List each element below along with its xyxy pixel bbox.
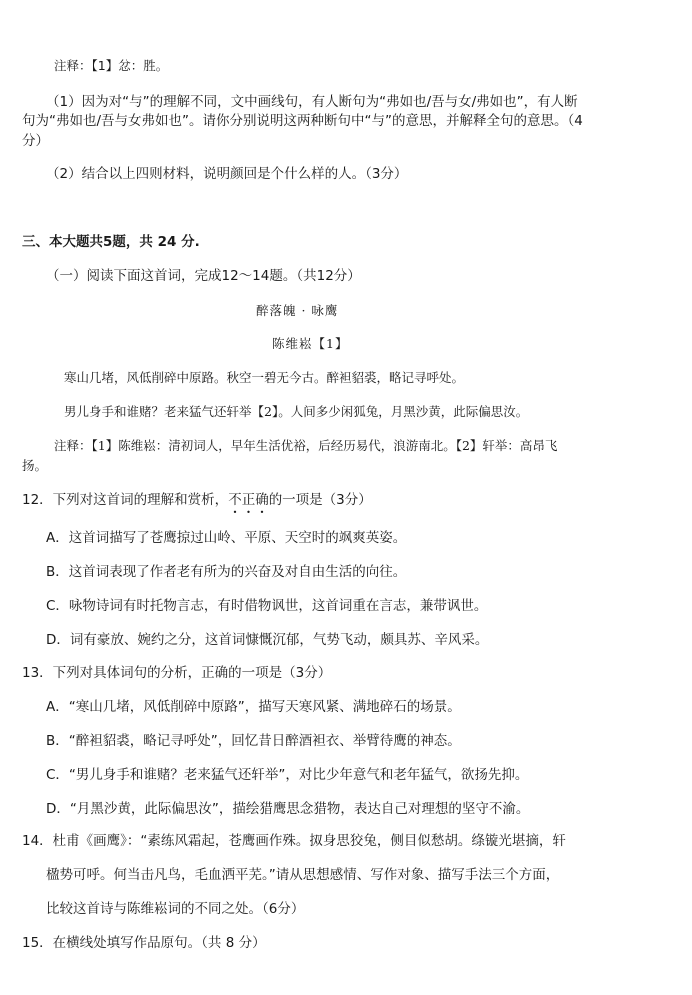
question-a-line-2: 句为“弗如也/吾与女弗如也”。请你分别说明这两种断句中“与”的意思，并解释全句的意思。（4 <box>22 113 583 129</box>
question-12-option-a: A．这首词描写了苍鹰掠过山岭、平原、天空时的飒爽英姿。 <box>46 530 407 546</box>
poem-line-1: 寒山几堵，风低削碎中原路。秋空一碧无今古。醉袒貂裘，略记寻呼处。 <box>64 370 465 385</box>
question-15: 15．在横线处填写作品原句。（共 8 分） <box>22 935 266 951</box>
question-13-option-b: B．“醉袒貂裘，略记寻呼处”，回忆昔日醉酒袒衣、举臂待鹰的神态。 <box>46 733 461 749</box>
question-12-option-b: B．这首词表现了作者老有所为的兴奋及对自由生活的向往。 <box>46 564 407 580</box>
note-1: 注释：【1】忿：胜。 <box>54 58 169 73</box>
section-3-heading: 三、本大题共5题，共 24 分. <box>22 234 200 250</box>
part-1-instruction: （一）阅读下面这首词，完成12～14题。（共12分） <box>46 268 361 284</box>
question-b: （2）结合以上四则材料，说明颜回是个什么样的人。（3分） <box>46 166 408 182</box>
poem-author: 陈维崧【1】 <box>272 336 349 351</box>
question-14-line-1: 14．杜甫《画鹰》：“素练风霜起，苍鹰画作殊。㧐身思狡兔，侧目似愁胡。绦镟光堪摘，轩 <box>22 833 566 849</box>
question-a-line-3: 分） <box>22 133 49 149</box>
question-12-stem: 12．下列对这首词的理解和赏析，不正确的一项是（3分） <box>22 492 372 508</box>
note-2-line-1: 注释：【1】陈维崧：清初词人，早年生活优裕，后经历易代，浪游南北。【2】轩举：高昂飞 <box>54 438 558 453</box>
question-13-stem: 13．下列对具体词句的分析，正确的一项是（3分） <box>22 665 332 681</box>
question-13-option-c: C．“男儿身手和谁赌？老来猛气还轩举”，对比少年意气和老年猛气，欲扬先抑。 <box>46 767 529 783</box>
question-14-line-2: 楹势可呼。何当击凡鸟，毛血洒平芜。”请从思想感情、写作对象、描写手法三个方面， <box>46 867 560 883</box>
question-14-line-3: 比较这首诗与陈维崧词的不同之处。（6分） <box>46 901 305 917</box>
question-13-option-d: D．“月黑沙黄，此际偏思汝”，描绘猎鹰思念猎物，表达自己对理想的坚守不渝。 <box>46 801 530 817</box>
question-13-option-a: A．“寒山几堵，风低削碎中原路”，描写天寒风紧、满地碎石的场景。 <box>46 699 461 715</box>
poem-line-2: 男儿身手和谁赌？老来猛气还轩举【2】。人间多少闲狐兔，月黑沙黄，此际偏思汝。 <box>64 404 529 419</box>
note-2-line-2: 扬。 <box>22 458 48 473</box>
question-a-line-1: （1）因为对“与”的理解不同，文中画线句，有人断句为“弗如也/吾与女/弗如也”，有人断 <box>46 94 578 110</box>
poem-title: 醉落魄 · 咏鹰 <box>256 303 339 318</box>
question-12-option-d: D．词有豪放、婉约之分，这首词慷慨沉郁，气势飞动，颇具苏、辛风采。 <box>46 632 489 648</box>
question-12-option-c: C．咏物诗词有时托物言志，有时借物讽世，这首词重在言志，兼带讽世。 <box>46 598 488 614</box>
